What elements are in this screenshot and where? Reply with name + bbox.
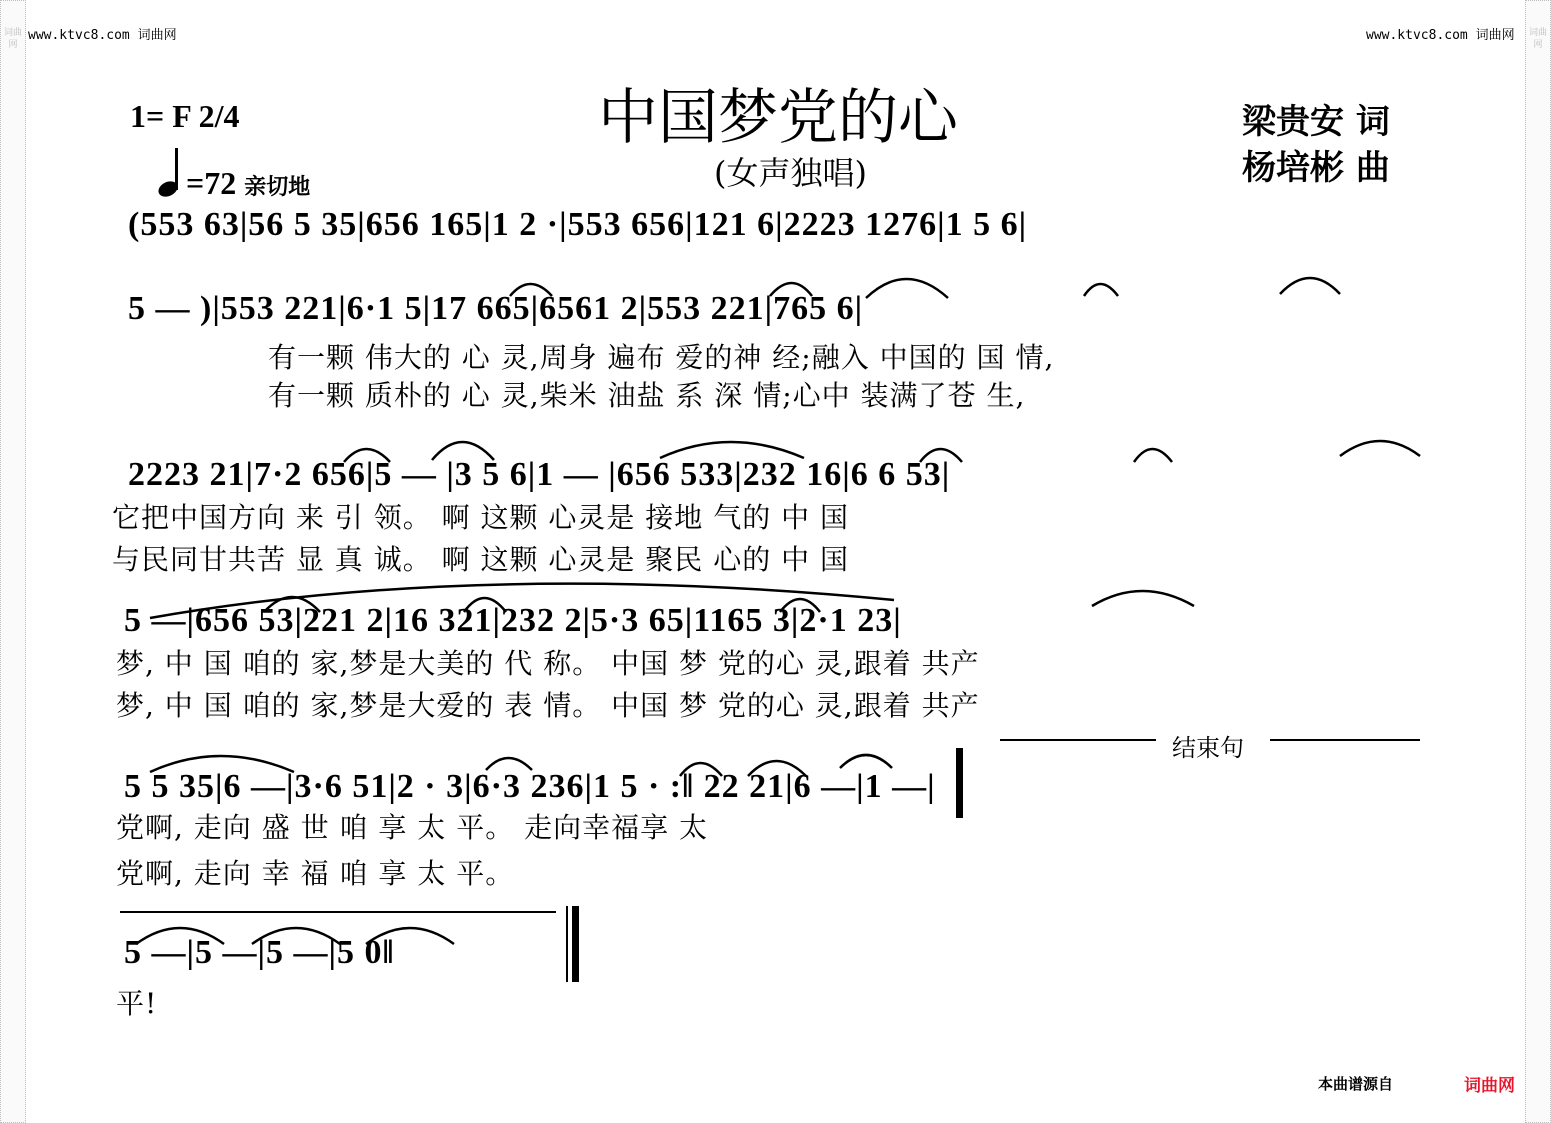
slur-arc bbox=[840, 755, 892, 768]
lyric-line-6-verse-1: 平! bbox=[116, 987, 158, 1020]
slur-arc bbox=[1280, 278, 1340, 294]
lyric-line-4-verse-1: 梦, 中 国 咱的 家,梦是大美的 代 称。 中国 梦 党的心 灵,跟着 共产 bbox=[116, 647, 980, 680]
slur-arc bbox=[1134, 449, 1172, 462]
slur-arc bbox=[920, 449, 962, 462]
slur-arc bbox=[660, 442, 804, 458]
slur-arc bbox=[344, 449, 390, 462]
side-watermark: 词曲网 bbox=[3, 28, 22, 50]
notation-line-5: 5 5 35|6 —|3·6 51|2 · 3|6·3 236|1 5 · :‖ 22 21|6 —|1 —| bbox=[124, 768, 936, 805]
slur-arc bbox=[1084, 284, 1118, 296]
lyric-line-3-verse-1: 它把中国方向 来 引 领。 啊 这颗 心灵是 接地 气的 中 国 bbox=[112, 501, 850, 534]
slur-arc bbox=[150, 756, 294, 772]
footer-source-label: 本曲谱源自 bbox=[1318, 1075, 1394, 1093]
slur-arc bbox=[136, 928, 224, 944]
song-subtitle: (女声独唱) bbox=[714, 154, 867, 192]
notation-line-1: (553 63|56 5 35|656 165|1 2 ·|553 656|121 6|2223 1276|1 5 6| bbox=[128, 206, 1028, 243]
slur-arc bbox=[1092, 591, 1194, 606]
slur-arc bbox=[780, 599, 820, 612]
lyric-line-2-verse-1: 有一颗 伟大的 心 灵,周身 遍布 爱的神 经;融入 中国的 国 情, bbox=[268, 341, 1055, 374]
lyricist-credit: 梁贵安 词 bbox=[1242, 102, 1390, 142]
tempo-value: =72 bbox=[186, 165, 237, 201]
slur-arc bbox=[866, 279, 948, 298]
slur-arc bbox=[680, 763, 722, 776]
slur-arc bbox=[748, 761, 806, 776]
lyric-line-3-verse-2: 与民同甘共苦 显 真 诚。 啊 这颗 心灵是 聚民 心的 中 国 bbox=[112, 543, 850, 576]
ending-label: 结束句 bbox=[1172, 734, 1244, 762]
site-link-right[interactable]: www.ktvc8.com 词曲网 bbox=[1366, 28, 1515, 43]
slur-arc bbox=[252, 928, 340, 944]
notation-line-6: 5 —|5 —|5 —|5 0‖ bbox=[124, 934, 395, 971]
final-barline-thick bbox=[572, 906, 579, 982]
final-barline-thin bbox=[566, 906, 568, 982]
slur-arc bbox=[432, 442, 494, 460]
lyric-line-5-verse-2: 党啊, 走向 幸 福 咱 享 太 平。 bbox=[116, 857, 515, 890]
lyric-line-5-verse-1: 党啊, 走向 盛 世 咱 享 太 平。 走向幸福享 太 bbox=[116, 811, 709, 844]
slur-arc bbox=[1340, 441, 1420, 456]
notation-line-2: 5 — )|553 221|6·1 5|17 665|6561 2|553 221|765 6| bbox=[128, 290, 864, 327]
song-title: 中国梦党的心 bbox=[598, 83, 958, 153]
tempo-mark: 亲切地 bbox=[244, 174, 311, 199]
footer-site-link[interactable]: 词曲网 bbox=[1464, 1076, 1515, 1096]
key-signature: 1= F 2/4 bbox=[130, 98, 240, 134]
slur-arc bbox=[150, 584, 894, 618]
repeat-barline-thick bbox=[956, 748, 963, 818]
lyric-line-4-verse-2: 梦, 中 国 咱的 家,梦是大爱的 表 情。 中国 梦 党的心 灵,跟着 共产 bbox=[116, 689, 980, 722]
slur-arc bbox=[486, 758, 532, 770]
lyric-line-2-verse-2: 有一颗 质朴的 心 灵,柴米 油盐 系 深 情;心中 装满了苍 生, bbox=[268, 379, 1026, 412]
slur-arc bbox=[510, 284, 552, 296]
composer-credit: 杨培彬 曲 bbox=[1242, 148, 1390, 188]
slur-arc bbox=[464, 598, 506, 612]
notation-line-3: 2223 21|7·2 656|5 — |3 5 6|1 — |656 533|232 16|6 6 53| bbox=[128, 456, 951, 493]
notation-line-4: 5 —|656 53|221 2|16 321|232 2|5·3 65|1165 3|2·1 23| bbox=[124, 602, 902, 639]
slur-arc bbox=[770, 283, 812, 296]
slur-arc bbox=[366, 928, 454, 944]
side-watermark: 词曲网 bbox=[1528, 28, 1547, 50]
site-link-left[interactable]: www.ktvc8.com 词曲网 bbox=[28, 28, 177, 43]
